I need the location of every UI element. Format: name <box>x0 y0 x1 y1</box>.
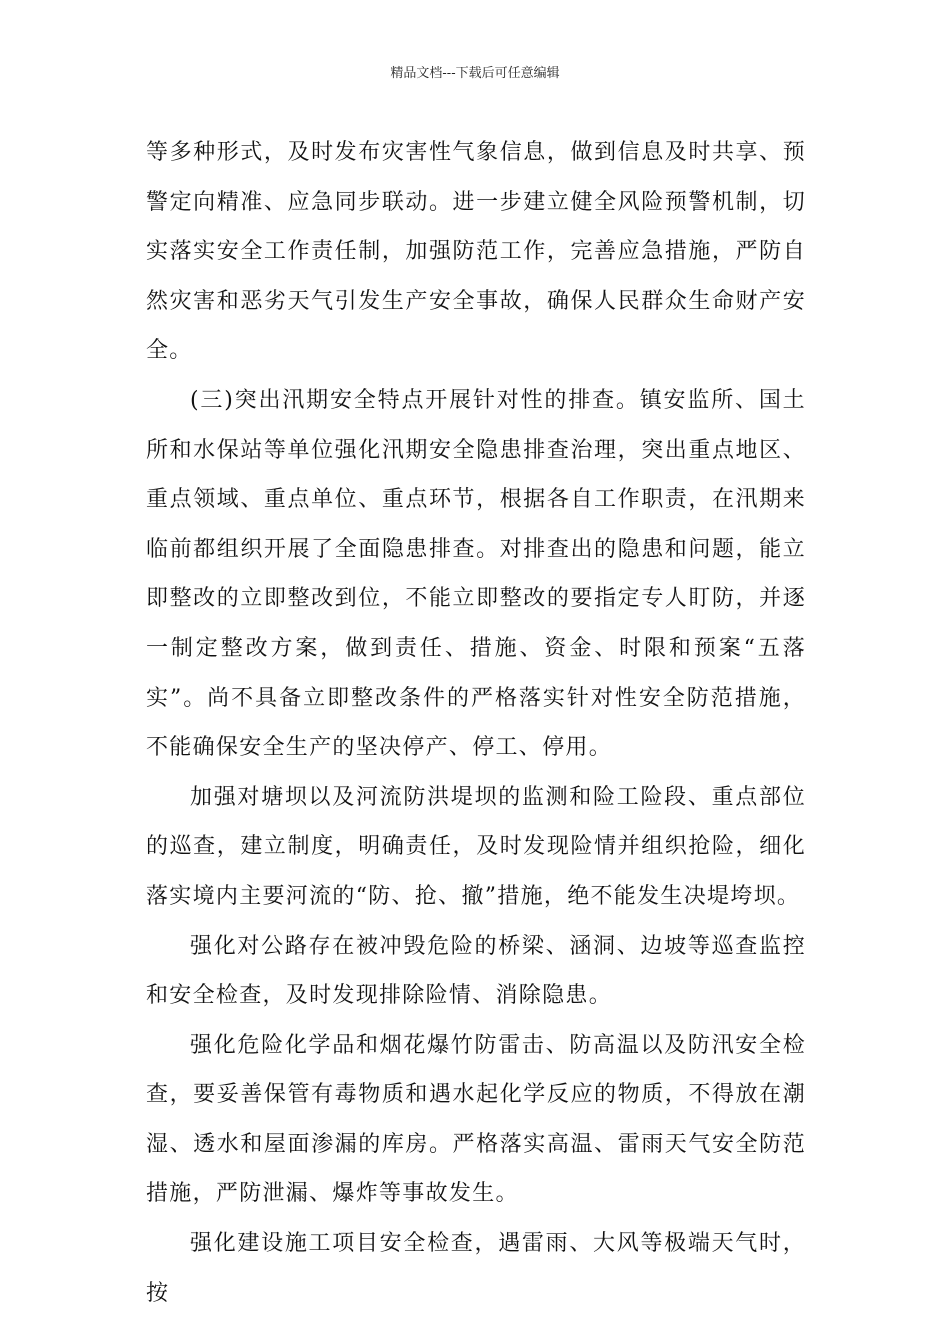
paragraph-hazardous-chemicals: 强化危险化学品和烟花爆竹防雷击、防高温以及防汛安全检查，要妥善保管有毒物质和遇水起化学反应的物质，不得放在潮湿、透水和屋面渗漏的库房。严格落实高温、雷雨天气安全防范措施，严防泄漏、爆炸等事故发生。 <box>146 1032 806 1207</box>
paragraph-dam-inspection: 加强对塘坝以及河流防洪堤坝的监测和险工险段、重点部位的巡查，建立制度，明确责任，及时发现险情并组织抢险，细化落实境内主要河流的“防、抢、撤”措施，绝不能发生决堤垮坝。 <box>146 784 806 909</box>
document-body <box>146 128 806 1318</box>
page-header: 精品文档---下载后可任意编辑 <box>390 66 560 81</box>
paragraph-road-inspection: 强化对公路存在被冲毁危险的桥梁、涵洞、边坡等巡查监控和安全检查，及时发现排除险情、消除隐患。 <box>146 933 806 1009</box>
paragraph-construction-safety: 强化建设施工项目安全检查，遇雷雨、大风等极端天气时，按 <box>146 1231 806 1306</box>
paragraph-continuation: 等多种形式，及时发布灾害性气象信息，做到信息及时共享、预警定向精准、应急同步联动。进一步建立健全风险预警机制，切实落实安全工作责任制，加强防范工作，完善应急措施，严防自然灾害和恶劣天气引发生产安全事故，确保人民群众生命财产安全。 <box>146 140 806 364</box>
paragraph-section-three: (三)突出汛期安全特点开展针对性的排查。镇安监所、国土所和水保站等单位强化汛期安全隐患排查治理，突出重点地区、重点领域、重点单位、重点环节，根据各自工作职责，在汛期来临前都组织开展了全面隐患排查。对排查出的隐患和问题，能立即整改的立即整改到位，不能立即整改的要指定专人盯防，并逐一制定整改方案，做到责任、措施、资金、时限和预案“五落实”。尚不具备立即整改条件的严格落实针对性安全防范措施，不能确保安全生产的坚决停产、停工、停用。 <box>146 387 806 761</box>
